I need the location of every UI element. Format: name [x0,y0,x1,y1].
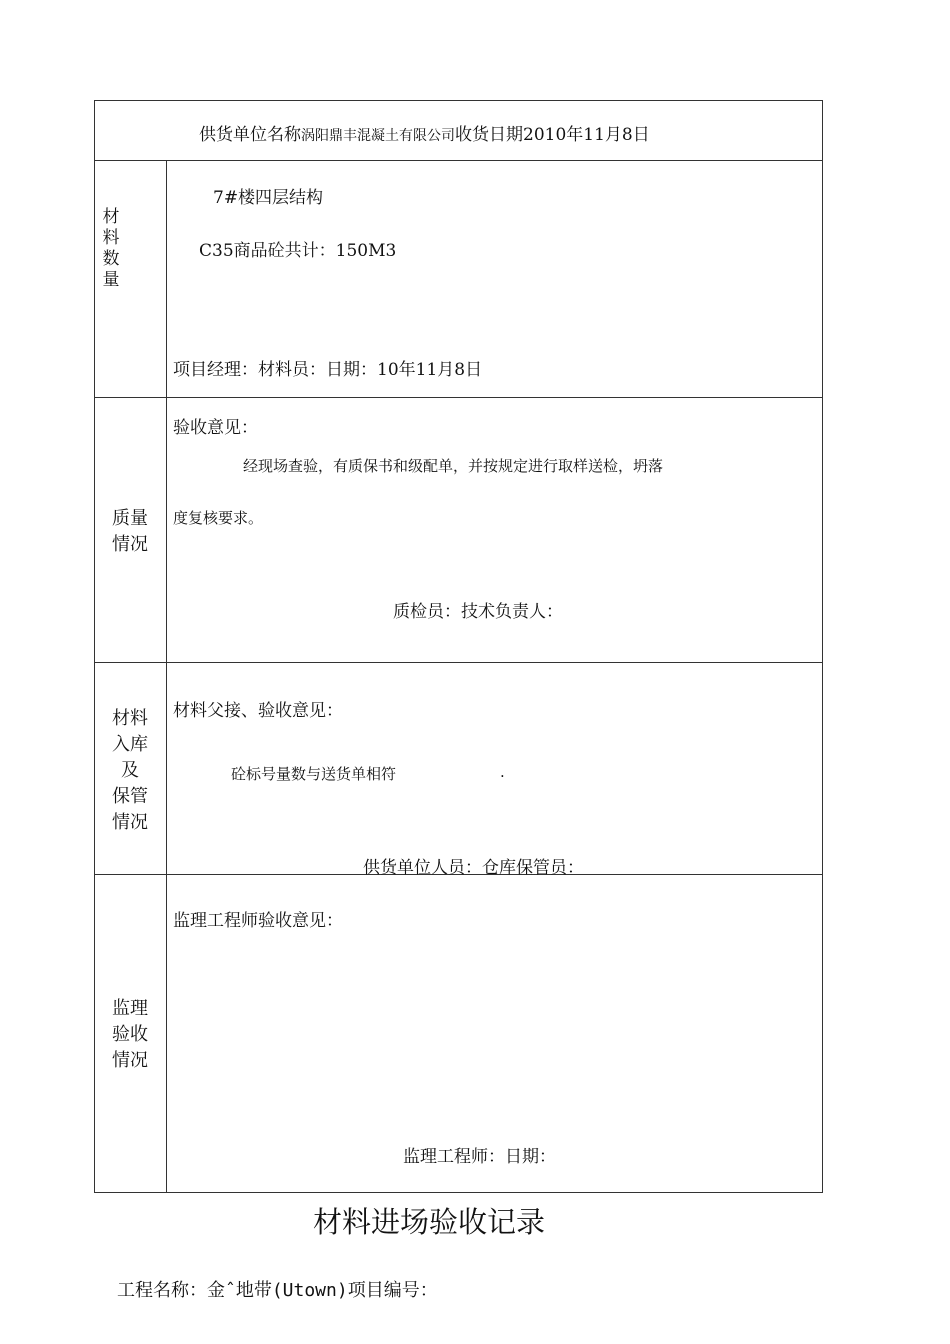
label-char: 料 [102,228,120,248]
storage-trailing-dot: . [500,763,505,781]
label-line: 监理 [112,998,148,1019]
receive-date-label: 收货日期 [455,125,523,145]
header-row [199,120,650,145]
receive-date: 2010年11月8日 [523,125,650,145]
label-line: 保管 [112,786,148,807]
table-divider-column [166,160,167,1193]
project-name-label: 工程名称： [117,1280,207,1301]
table-border-left [94,100,95,1193]
supplier-name: 涡阳鼎丰混凝土有限公司 [301,128,455,144]
label-char: 数 [102,249,120,269]
supervision-row-label [108,996,152,1074]
label-line: 材料 [112,708,148,729]
storage-row-label [104,706,156,836]
table-border-right [822,100,823,1193]
page-title: 材料进场验收记录 [313,1205,546,1239]
table-row-divider [94,160,823,161]
label-line: 入库 [112,734,148,755]
quality-opinion-line1: 经现场查验，有质保书和级配单，并按规定进行取样送检，坍落 [243,457,664,475]
material-location: 7#楼四层结构 [213,188,324,208]
supervision-signatures: 监理工程师：日期： [403,1147,556,1167]
table-border-bottom [94,1192,823,1193]
storage-signatures: 供货单位人员：仓库保管员： [363,858,584,878]
project-number-label: 项目编号： [347,1280,438,1301]
table-row-divider [94,397,823,398]
label-line: 情况 [112,1050,148,1071]
quality-opinion-line2: 度复核要求。 [173,509,264,527]
label-line: 及 [121,760,139,781]
label-char: 量 [102,270,120,290]
quality-opinion-label: 验收意见： [173,418,258,438]
supervision-opinion-label: 监理工程师验收意见： [173,911,343,931]
materials-signatures: 项目经理：材料员：日期：10年11月8日 [173,360,483,380]
label-line: 情况 [112,534,148,555]
label-line: 验收 [112,1024,148,1045]
table-row-divider [94,662,823,663]
storage-handover-label: 材料父接、验收意见： [173,701,343,721]
label-line: 质量 [112,508,148,529]
project-name: 金ˆ地带(Utown) [207,1280,348,1301]
material-quantity: C35商品砼共计：150M3 [199,241,397,261]
table-border-top [94,100,823,101]
label-line: 情况 [112,812,148,833]
storage-content: 砼标号量数与送货单相符 [231,765,397,783]
materials-row-label [100,207,122,291]
project-info [117,1276,438,1302]
quality-row-label [108,506,152,558]
quality-signatures: 质检员：技术负责人： [393,602,563,622]
supplier-label: 供货单位名称 [199,125,301,145]
label-char: 材 [102,207,120,227]
